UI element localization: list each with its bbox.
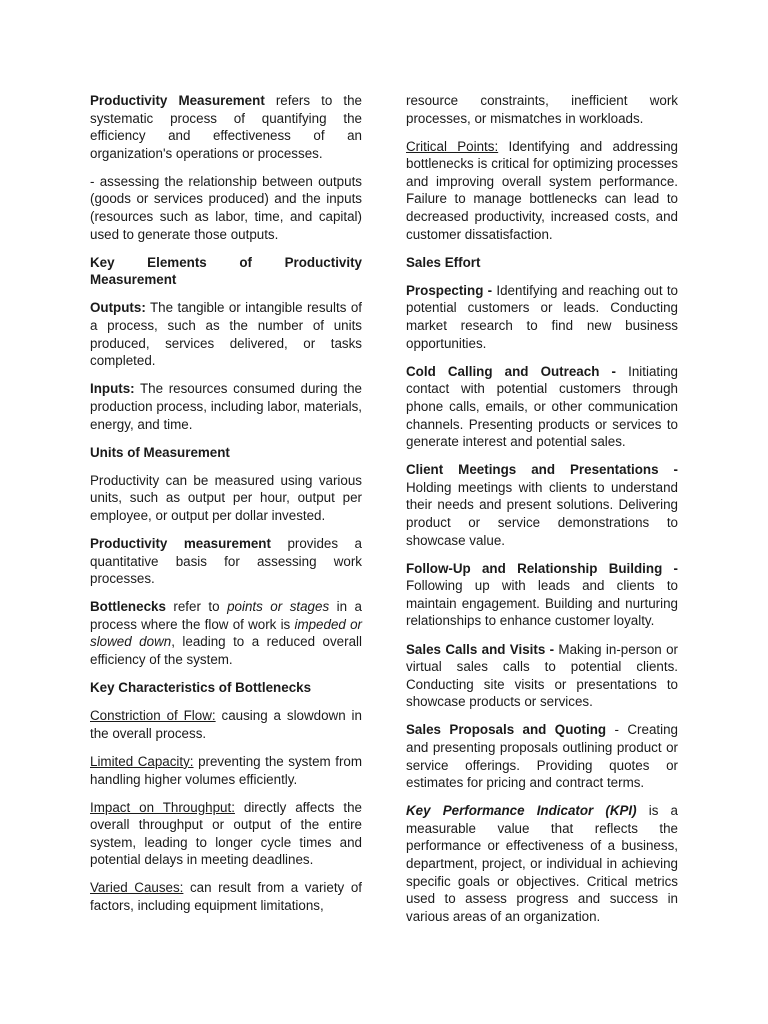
definition-text: preventing the system from handling higher volumes efficiently. [90,753,362,787]
definition-text: - Creating and presenting proposals outlining product or service offerings. Providing quotes or estimates for pricing and contract terms. [406,722,678,791]
text: refer to [165,599,228,615]
term: Varied Causes: [90,880,184,896]
definition-text: directly affects the overall throughput or output of the entire system, leading to longer cycle times and potential delays in meeting deadlines. [90,799,362,868]
left-column [90,92,362,925]
sales-proposals-item [406,721,678,791]
term: Prospecting - [406,282,493,298]
paragraph-text: - assessing the relationship between outputs (goods or services produced) and the inputs (resources such as labor, time, and capital) used to generate those outputs. [90,173,362,242]
text: , leading to a reduced overall efficiency of the system. [90,634,362,668]
term: Bottlenecks [90,599,166,615]
term: Cold Calling and Outreach - [406,363,616,379]
term: Constriction of Flow: [90,708,216,724]
cold-calling-item [406,363,678,451]
text: in a process where the flow of work is [90,599,362,632]
client-meetings-item [406,461,678,549]
sales-effort-heading: Sales Effort [406,254,481,270]
kpi-item [406,802,678,925]
units-paragraph: Productivity can be measured using various units, such as output per hour, output per employee, or output per dollar invested. [90,472,362,523]
follow-up-item [406,560,678,630]
definition-text: Making in-person or virtual sales calls to potential clients. Conducting site visits or presentations to showcase products or services. [406,641,678,710]
inputs-outputs-relationship [90,173,362,243]
definition-text: The resources consumed during the production process, including labor, materials, energy, and time. [90,381,362,432]
units-heading: Units of Measurement [90,444,230,460]
term: Critical Points: [406,138,499,154]
italic-text: points or stages [227,599,330,615]
key-characteristics-heading: Key Characteristics of Bottlenecks [90,680,312,696]
definition-text: Identifying and reaching out to potential customers or leads. Conducting market research to find new business opportunities. [406,282,679,351]
impact-throughput-item [90,799,362,869]
definition-text: Holding meetings with clients to understand their needs and present solutions. Delivering product or service demonstrations to showcase value. [406,479,678,548]
limited-capacity-item [90,753,362,788]
definition-text: The tangible or intangible results of a process, such as the number of units produced, services delivered, or tasks completed. [90,300,362,369]
term: Sales Proposals and Quoting [406,722,607,738]
term: Impact on Throughput: [90,799,235,815]
bottlenecks-definition [90,598,362,668]
sales-calls-item [406,641,678,711]
term: Key Performance Indicator (KPI) [406,803,637,819]
term: Follow-Up and Relationship Building - [406,560,678,576]
italic-text: impeded or slowed down [90,616,362,650]
definition-text: causing a slowdown in the overall process. [90,708,362,741]
constriction-item [90,707,362,742]
term: Outputs: [90,300,146,316]
productivity-measurement-definition [90,92,362,162]
definition-text: Initiating contact with potential customers through phone calls, emails, or other communication channels. Presenting products or services to generate interest and potential sales. [406,363,678,450]
prospecting-item [406,282,678,352]
varied-causes-continued: resource constraints, inefficient work processes, or mismatches in workloads. [406,93,678,126]
definition-text: Identifying and addressing bottlenecks is critical for optimizing processes and improving overall system performance. Failure to manage bottlenecks can lead to decreased productivity, increased costs, and customer dissatisfaction. [406,138,678,242]
term: Client Meetings and Presentations - [406,462,678,478]
term: Inputs: [90,381,135,397]
varied-causes-item [90,879,362,914]
inputs-definition [90,380,362,433]
term: Limited Capacity: [90,753,194,769]
critical-points-item [406,138,678,244]
term: Productivity measurement [90,535,271,551]
definition-text: can result from a variety of factors, including equipment limitations, [90,880,362,914]
productivity-measurement-basis [90,535,362,588]
outputs-definition [90,299,362,369]
right-column [406,92,678,936]
term: Sales Calls and Visits - [406,641,555,657]
term: Productivity Measurement [90,93,265,108]
definition-text: provides a quantitative basis for assessing work processes. [90,535,362,587]
definition-text: Following up with leads and clients to maintain engagement. Building and nurturing relationships to enhance customer loyalty. [406,578,678,629]
definition-text: is a measurable value that reflects the performance or effectiveness of a business, department, project, or individual in achieving specific goals or objectives. Critical metrics used to assess progress and success in various areas of an organization. [406,803,678,924]
key-elements-heading: Key Elements of Productivity Measurement [90,254,362,288]
definition-text: refers to the systematic process of quantifying the efficiency and effectiveness of an organization's operations or processes. [90,93,362,161]
